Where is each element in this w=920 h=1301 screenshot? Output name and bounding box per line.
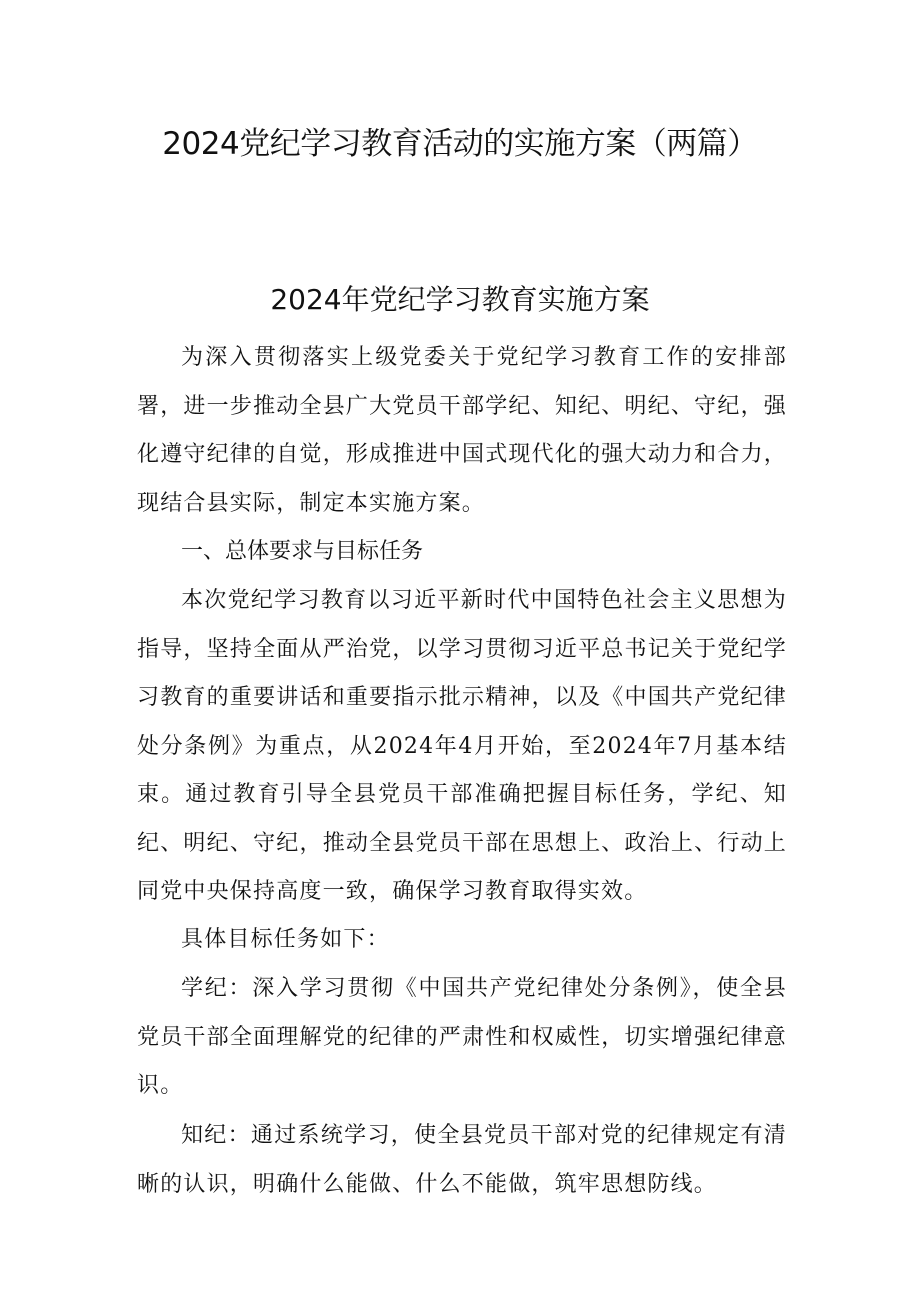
document-title: 2024党纪学习教育活动的实施方案（两篇） xyxy=(162,126,758,162)
section-title: 2024年党纪学习教育实施方案 xyxy=(270,283,650,316)
heading-overall-requirements: 一、总体要求与目标任务 xyxy=(181,539,424,564)
overall-paragraph: 本次党纪学习教育以习近平新时代中国特色社会主义思想为指导，坚持全面从严治党，以学习贯彻习近平总书记关于党纪学习教育的重要讲话和重要指示批示精神，以及《中国共产党纪律处分条例》为重点，从2024年4月开始，至2024年7月基本结束。通过教育引导全县党员干部准确把握目标任务，学纪、知纪、明纪、守纪，推动全县党员干部在思想上、政治上、行动上同党中央保持高度一致，确保学习教育取得实效。 xyxy=(137,588,787,904)
targets-intro-paragraph: 具体目标任务如下： xyxy=(181,927,390,952)
zhiji-paragraph: 知纪：通过系统学习，使全县党员干部对党的纪律规定有清晰的认识，明确什么能做、什么不能做，筑牢思想防线。 xyxy=(137,1123,787,1197)
xueji-paragraph: 学纪：深入学习贯彻《中国共产党纪律处分条例》，使全县党员干部全面理解党的纪律的严肃性和权威性，切实增强纪律意识。 xyxy=(137,976,787,1098)
intro-paragraph: 为深入贯彻落实上级党委关于党纪学习教育工作的安排部署，进一步推动全县广大党员干部学纪、知纪、明纪、守纪，强化遵守纪律的自觉，形成推进中国式现代化的强大动力和合力，现结合县实际，制定本实施方案。 xyxy=(137,345,787,516)
